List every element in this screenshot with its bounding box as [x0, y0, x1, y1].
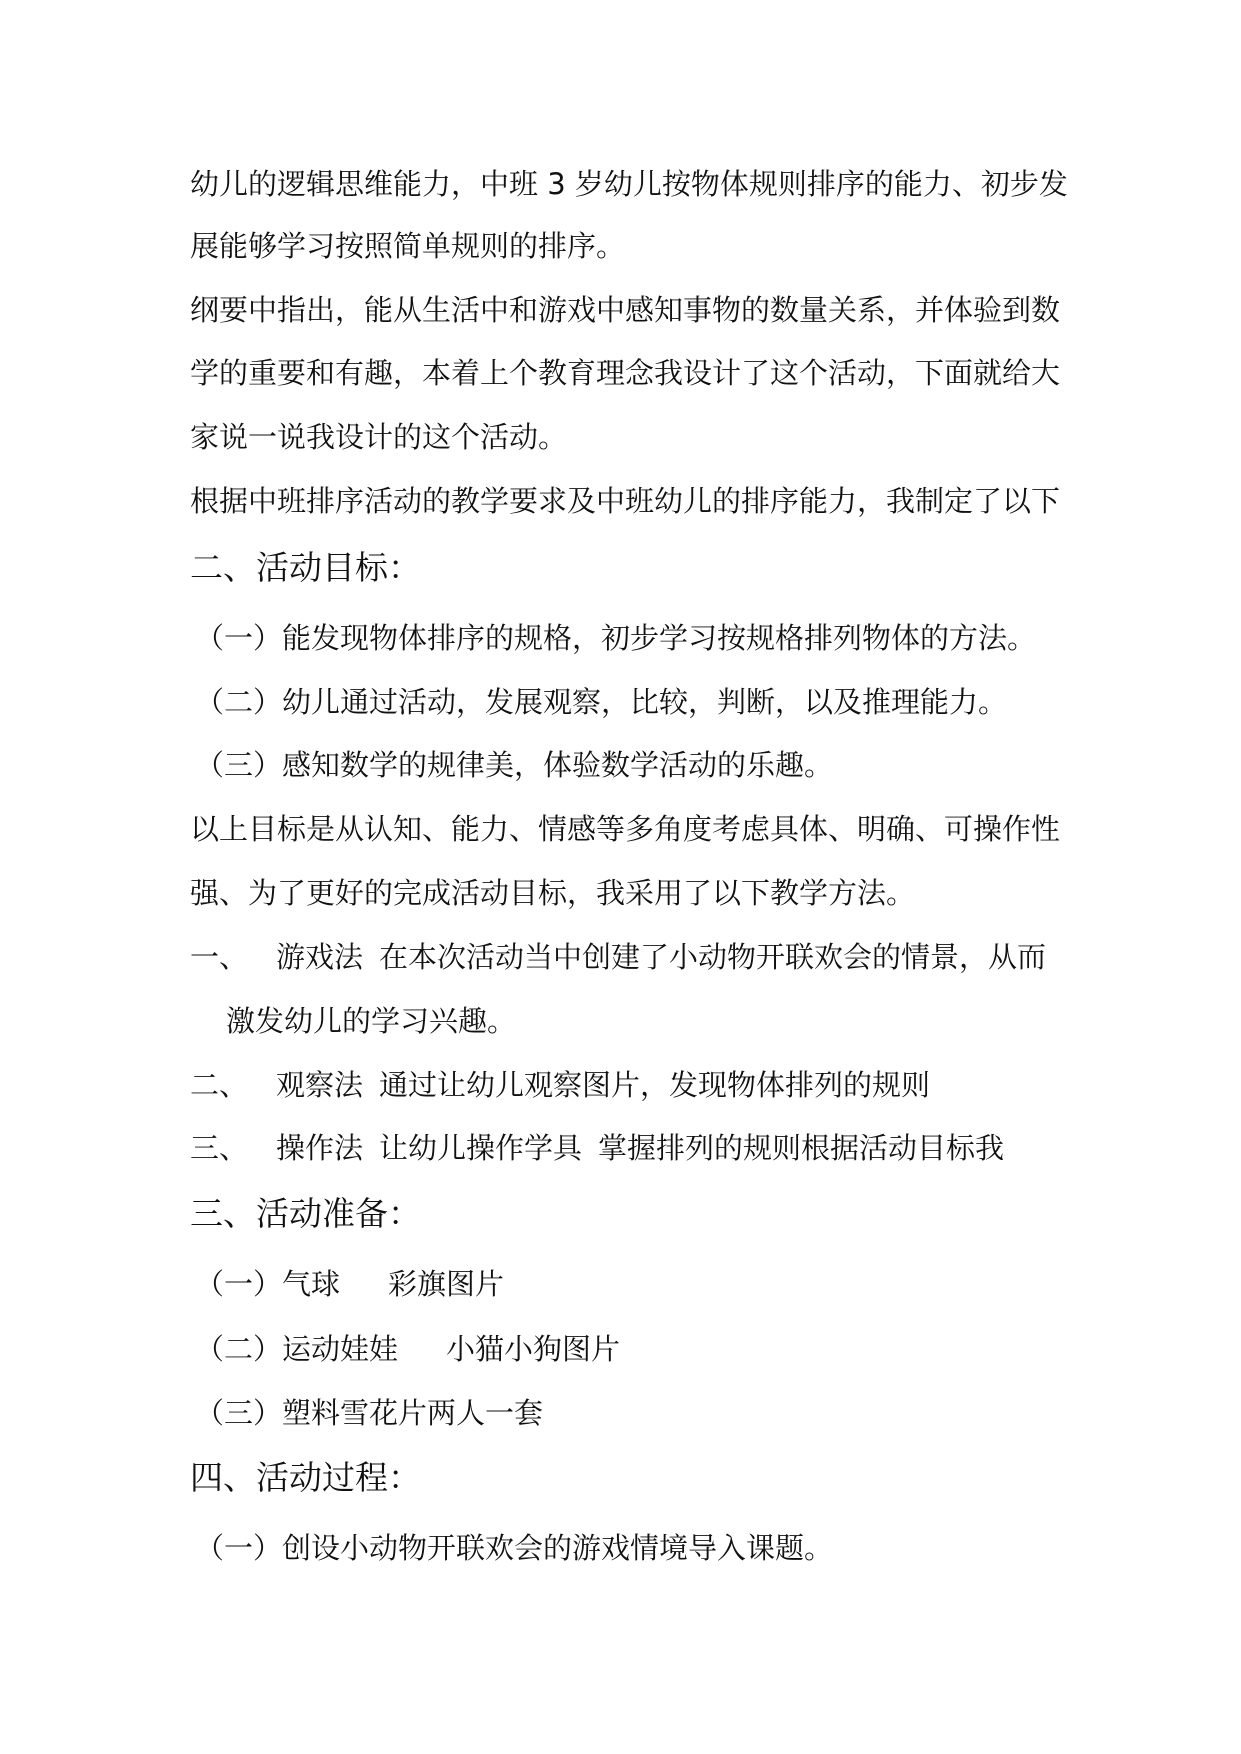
paragraph-line: 强、为了更好的完成活动目标，我采用了以下教学方法。: [190, 876, 916, 910]
paragraph-line: 纲要中指出，能从生活中和游戏中感知事物的数量关系，并体验到数: [190, 293, 1061, 327]
preparation-item-b: 彩旗图片: [388, 1267, 505, 1301]
section-heading-preparation: 三、活动准备：: [190, 1194, 421, 1233]
method-number: 二、: [190, 1068, 249, 1102]
process-item: （一）创设小动物开联欢会的游戏情境导入课题。: [195, 1531, 834, 1565]
paragraph-line: 学的重要和有趣，本着上个教育理念我设计了这个活动，下面就给大: [190, 356, 1061, 390]
section-heading-process: 四、活动过程：: [190, 1458, 421, 1497]
method-text: 在本次活动当中创建了小动物开联欢会的情景，从而: [379, 940, 1047, 974]
method-name: 观察法: [276, 1068, 364, 1102]
goal-item: （三）感知数学的规律美，体验数学活动的乐趣。: [195, 748, 834, 782]
preparation-item: [195, 1393, 543, 1433]
preparation-item-a: （二）运动娃娃: [195, 1332, 399, 1366]
method-text: 掌握排列的规则根据活动目标我: [598, 1131, 1005, 1165]
method-number: 三、: [190, 1131, 249, 1165]
goal-item: （一）能发现物体排序的规格，初步学习按规格排列物体的方法。: [195, 621, 1037, 655]
section-heading-goals: 二、活动目标：: [190, 548, 421, 587]
method-text: 让幼儿操作学具: [379, 1131, 583, 1165]
method-continuation: 激发幼儿的学习兴趣。: [226, 1004, 517, 1038]
paragraph-line: 家说一说我设计的这个活动。: [190, 420, 568, 454]
method-item: [190, 1128, 1004, 1168]
method-number: 一、: [190, 940, 249, 974]
method-text: 通过让幼儿观察图片，发现物体排列的规则: [379, 1068, 931, 1102]
preparation-item-b: 小猫小狗图片: [446, 1332, 621, 1366]
preparation-item: [195, 1264, 504, 1304]
method-item: [190, 1065, 930, 1105]
method-item: [190, 937, 1046, 977]
preparation-item-a: （一）气球: [195, 1267, 341, 1301]
method-name: 游戏法: [276, 940, 364, 974]
goal-item: （二）幼儿通过活动，发展观察，比较，判断，以及推理能力。: [195, 685, 1008, 719]
preparation-item: [195, 1329, 620, 1369]
paragraph-line: 以上目标是从认知、能力、情感等多角度考虑具体、明确、可操作性: [190, 812, 1061, 846]
preparation-item-a: （三）塑料雪花片两人一套: [195, 1396, 544, 1430]
paragraph-line: 根据中班排序活动的教学要求及中班幼儿的排序能力，我制定了以下: [190, 484, 1061, 518]
paragraph-line: 展能够学习按照简单规则的排序。: [190, 229, 626, 263]
method-name: 操作法: [276, 1131, 364, 1165]
paragraph-line: 幼儿的逻辑思维能力，中班 3 岁幼儿按物体规则排序的能力、初步发: [190, 167, 1068, 201]
